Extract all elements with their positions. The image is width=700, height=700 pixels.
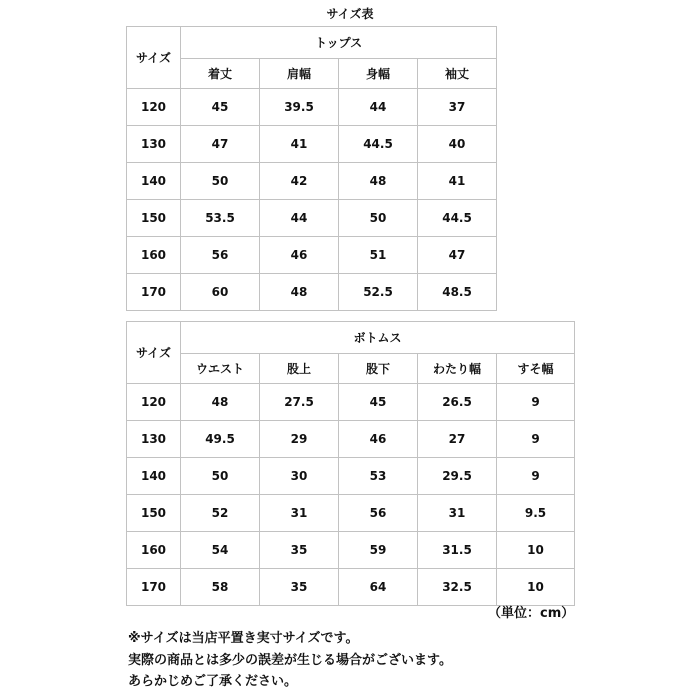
- value-cell: 42: [260, 163, 339, 200]
- column-header: 股下: [339, 354, 418, 384]
- bottoms-size-table: [126, 321, 575, 606]
- value-cell: 31: [418, 495, 497, 532]
- value-cell: 9: [497, 458, 575, 495]
- value-cell: 52: [181, 495, 260, 532]
- note-line: あらかじめご了承ください。: [128, 674, 298, 689]
- tops-group-header: トップス: [181, 27, 497, 59]
- value-cell: 51: [339, 237, 418, 274]
- value-cell: 59: [339, 532, 418, 569]
- value-cell: 40: [418, 126, 497, 163]
- value-cell: 46: [339, 421, 418, 458]
- value-cell: 44: [339, 89, 418, 126]
- table-row: [127, 458, 575, 495]
- value-cell: 41: [418, 163, 497, 200]
- column-header: 肩幅: [260, 59, 339, 89]
- size-cell: 140: [127, 458, 181, 495]
- value-cell: 44.5: [339, 126, 418, 163]
- value-cell: 48: [339, 163, 418, 200]
- tops-size-table: [126, 26, 497, 311]
- column-header: 股上: [260, 354, 339, 384]
- value-cell: 31: [260, 495, 339, 532]
- table-row: [127, 274, 497, 311]
- value-cell: 49.5: [181, 421, 260, 458]
- size-cell: 170: [127, 569, 181, 606]
- size-cell: 130: [127, 126, 181, 163]
- value-cell: 35: [260, 569, 339, 606]
- size-cell: 160: [127, 237, 181, 274]
- size-cell: 130: [127, 421, 181, 458]
- table-row: [127, 163, 497, 200]
- value-cell: 48: [181, 384, 260, 421]
- value-cell: 39.5: [260, 89, 339, 126]
- value-cell: 10: [497, 569, 575, 606]
- table-row: [127, 89, 497, 126]
- value-cell: 9: [497, 384, 575, 421]
- table-row: [127, 495, 575, 532]
- size-cell: 170: [127, 274, 181, 311]
- column-header: 着丈: [181, 59, 260, 89]
- value-cell: 27.5: [260, 384, 339, 421]
- table-row: [127, 532, 575, 569]
- value-cell: 45: [181, 89, 260, 126]
- value-cell: 50: [181, 458, 260, 495]
- value-cell: 58: [181, 569, 260, 606]
- value-cell: 31.5: [418, 532, 497, 569]
- value-cell: 60: [181, 274, 260, 311]
- value-cell: 48: [260, 274, 339, 311]
- value-cell: 35: [260, 532, 339, 569]
- value-cell: 50: [181, 163, 260, 200]
- page-title: サイズ表: [326, 7, 374, 21]
- value-cell: 54: [181, 532, 260, 569]
- unit-label: （単位：cm）: [488, 606, 575, 621]
- value-cell: 53.5: [181, 200, 260, 237]
- size-cell: 120: [127, 384, 181, 421]
- column-header: ウエスト: [181, 354, 260, 384]
- size-cell: 160: [127, 532, 181, 569]
- value-cell: 41: [260, 126, 339, 163]
- size-cell: 150: [127, 495, 181, 532]
- value-cell: 56: [339, 495, 418, 532]
- value-cell: 9.5: [497, 495, 575, 532]
- size-cell: 120: [127, 89, 181, 126]
- value-cell: 30: [260, 458, 339, 495]
- value-cell: 64: [339, 569, 418, 606]
- value-cell: 47: [181, 126, 260, 163]
- value-cell: 32.5: [418, 569, 497, 606]
- value-cell: 53: [339, 458, 418, 495]
- column-header: わたり幅: [418, 354, 497, 384]
- size-header: サイズ: [127, 27, 181, 89]
- value-cell: 44.5: [418, 200, 497, 237]
- table-row: [127, 569, 575, 606]
- value-cell: 27: [418, 421, 497, 458]
- value-cell: 9: [497, 421, 575, 458]
- table-row: [127, 200, 497, 237]
- value-cell: 45: [339, 384, 418, 421]
- value-cell: 44: [260, 200, 339, 237]
- note-line: ※サイズは当店平置き実寸サイズです。: [128, 631, 359, 646]
- value-cell: 47: [418, 237, 497, 274]
- note-line: 実際の商品とは多少の誤差が生じる場合がございます。: [128, 652, 452, 668]
- value-cell: 10: [497, 532, 575, 569]
- size-cell: 150: [127, 200, 181, 237]
- value-cell: 56: [181, 237, 260, 274]
- bottoms-group-header: ボトムス: [181, 322, 575, 354]
- table-row: [127, 126, 497, 163]
- column-header: 袖丈: [418, 59, 497, 89]
- table-row: [127, 384, 575, 421]
- column-header: すそ幅: [497, 354, 575, 384]
- value-cell: 46: [260, 237, 339, 274]
- size-header: サイズ: [127, 322, 181, 384]
- notes: [128, 628, 452, 693]
- value-cell: 37: [418, 89, 497, 126]
- value-cell: 29: [260, 421, 339, 458]
- value-cell: 50: [339, 200, 418, 237]
- value-cell: 26.5: [418, 384, 497, 421]
- table-row: [127, 421, 575, 458]
- size-cell: 140: [127, 163, 181, 200]
- value-cell: 29.5: [418, 458, 497, 495]
- table-row: [127, 237, 497, 274]
- value-cell: 48.5: [418, 274, 497, 311]
- value-cell: 52.5: [339, 274, 418, 311]
- column-header: 身幅: [339, 59, 418, 89]
